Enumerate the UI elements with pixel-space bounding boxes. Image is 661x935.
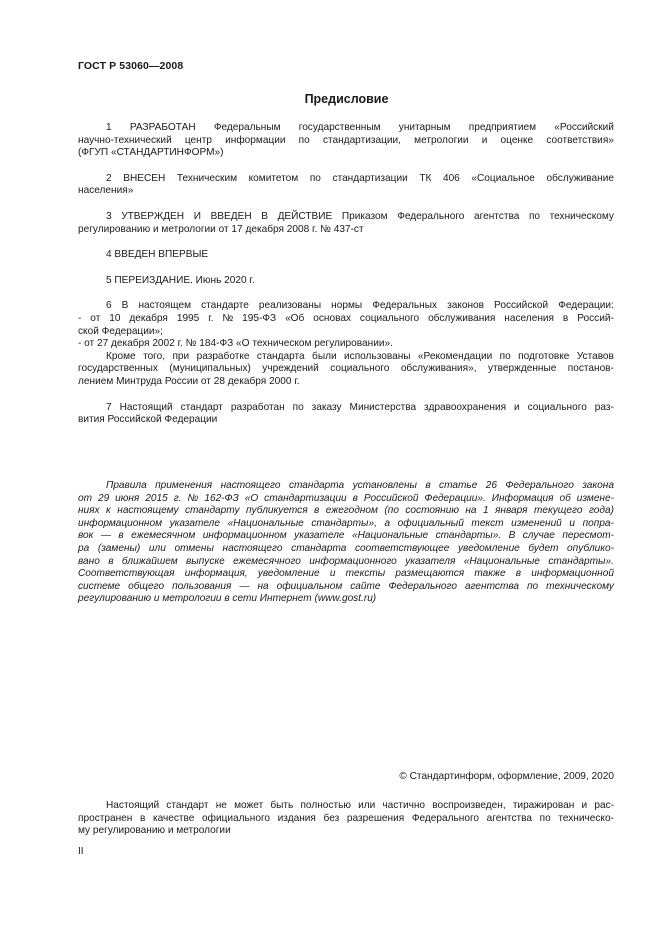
word: стандартизации, — [322, 134, 401, 146]
word: ежегодном — [325, 505, 378, 517]
word: ра — [78, 542, 90, 554]
word: может — [234, 800, 264, 811]
notice-line — [78, 493, 614, 506]
word: или — [358, 800, 376, 811]
word: закона — [582, 480, 614, 491]
notice-line — [78, 556, 614, 569]
word: (муниципальных) — [169, 363, 251, 375]
word: ВНЕСЕН — [123, 172, 166, 184]
text-line — [78, 135, 614, 148]
word: 26 — [485, 480, 497, 491]
word: стандарту — [184, 505, 240, 517]
text-line — [78, 173, 614, 186]
word: без — [323, 812, 340, 824]
text-line: лением Минтруда России от 28 декабря 2000 г. — [78, 375, 300, 387]
reproduction-rights-notice — [78, 800, 614, 838]
text-line — [78, 351, 614, 364]
word: обслуживание — [546, 172, 614, 184]
word: на — [257, 580, 269, 592]
word: пользования — [172, 580, 232, 592]
word: «О — [244, 492, 259, 504]
word: в — [108, 555, 114, 567]
notice-line — [78, 581, 614, 594]
word: № — [222, 312, 234, 324]
word: агентства — [464, 580, 520, 592]
text-line: населения» — [78, 185, 134, 197]
word: Настоящий — [119, 401, 173, 413]
word: ежемесячном — [131, 530, 196, 542]
word: Министерства — [349, 401, 417, 413]
word: в — [562, 312, 569, 324]
paragraph-commissioned — [78, 402, 614, 427]
word: от — [78, 492, 93, 504]
paragraph-first-introduced — [78, 249, 614, 262]
word: тиражирован — [512, 800, 575, 811]
word: указателе — [169, 517, 220, 529]
word: стандарта — [288, 480, 345, 491]
word: 1995 — [176, 312, 200, 324]
word: ТК — [419, 172, 432, 184]
word: на — [465, 505, 477, 517]
word: В — [508, 530, 516, 542]
notice-line — [78, 543, 614, 556]
word: в — [314, 505, 320, 517]
word: Федеральных — [372, 300, 438, 312]
word: государственным — [298, 122, 381, 133]
paragraph-reissue — [78, 275, 614, 288]
text-line: ской Федерации»; — [78, 325, 163, 337]
word: стандартизации — [264, 492, 347, 504]
paragraph-introduced — [78, 173, 614, 198]
word: унитарным — [398, 122, 451, 133]
word: подготовке — [518, 350, 570, 362]
word: стандарт — [180, 401, 223, 413]
word: соответствия» — [546, 134, 614, 146]
word: «Социальное — [471, 172, 535, 184]
paragraph-federal-laws — [78, 300, 614, 388]
word: статье — [439, 480, 478, 491]
word: об — [559, 492, 571, 504]
word: воспроизведен, — [432, 800, 506, 811]
word: настоящему — [117, 505, 179, 517]
rights-line — [78, 800, 614, 813]
word: Федерального — [505, 480, 574, 491]
word: соответствующее — [355, 542, 450, 554]
word: по — [309, 172, 321, 184]
word: комитетом — [248, 172, 299, 184]
word: не — [215, 800, 227, 811]
word: указателя — [405, 555, 456, 567]
word: стандартизации — [332, 172, 408, 184]
word: 195-ФЗ — [242, 312, 277, 324]
word: официальный — [397, 517, 464, 529]
word: к — [106, 505, 111, 517]
word: ниях — [78, 505, 100, 517]
word: размещаются — [395, 568, 465, 580]
word: рас- — [594, 800, 614, 811]
word: качестве — [152, 812, 195, 824]
word: Уставов — [576, 350, 614, 362]
word: информационном — [78, 517, 163, 529]
notice-line — [78, 568, 614, 581]
word: техническому — [549, 210, 614, 222]
word: отмены — [174, 542, 214, 554]
word: настоящего — [222, 542, 283, 554]
word: Федерального — [397, 210, 465, 222]
rights-line — [78, 813, 614, 826]
word: информационного — [309, 555, 397, 567]
word: предприятием — [468, 122, 537, 133]
word: г. — [208, 312, 214, 324]
word: — — [100, 530, 111, 542]
word: общего — [128, 580, 165, 592]
word: Федерального — [388, 580, 457, 592]
word: декабря — [129, 312, 168, 324]
word: уведомление — [257, 568, 320, 580]
word: использованы — [344, 350, 411, 362]
text-line: регулированию и метрологии от 17 декабря 2008 г. № 437-ст — [78, 223, 364, 235]
word: техническому — [546, 580, 614, 592]
word: тексты — [345, 568, 386, 580]
notice-line — [78, 518, 614, 531]
word: стандарт — [166, 800, 209, 811]
word: а — [384, 517, 391, 529]
application-rules-notice — [78, 480, 614, 606]
word: г. — [173, 492, 182, 504]
word: применения — [155, 480, 213, 491]
word: системе — [78, 580, 121, 592]
word: «Российский — [554, 122, 614, 133]
word: информационной — [531, 568, 614, 580]
word: состоянию — [405, 505, 459, 517]
text-line: - от 27 декабря 2002 г. № 184-ФЗ «О техническом регулировании». — [78, 338, 393, 350]
copyright-notice: © Стандартинформ, оформление, 2009, 2020 — [399, 771, 614, 782]
word: Федерации». — [424, 492, 486, 504]
word: законов — [447, 300, 484, 312]
word: Россий- — [577, 312, 614, 324]
word: настоящего — [220, 480, 281, 491]
word: пространен — [78, 812, 133, 824]
text-line — [78, 122, 614, 135]
word: 6 — [106, 300, 112, 312]
word: в — [118, 530, 124, 542]
word: того, — [143, 350, 166, 362]
word: официальном — [276, 580, 343, 592]
word: социального — [359, 312, 420, 324]
word: стандарты». — [548, 555, 614, 567]
word: измене- — [576, 492, 614, 504]
word: разработке — [196, 350, 250, 362]
word: будет — [528, 542, 559, 554]
word: (замены) — [97, 542, 141, 554]
word: Соответствующая — [78, 568, 175, 580]
word: здравоохранения — [424, 401, 507, 413]
word: - — [78, 312, 82, 324]
standard-code: ГОСТ Р 53060—2008 — [78, 60, 184, 72]
word: В — [261, 210, 268, 222]
word: «Об — [285, 312, 305, 324]
word: Техническим — [176, 172, 238, 184]
word: указателе — [294, 530, 345, 542]
word: «Национальные — [463, 555, 540, 567]
text-line — [78, 402, 614, 415]
word: 406 — [442, 172, 460, 184]
word: обслуживания», — [400, 363, 477, 375]
word: государственных — [78, 363, 158, 375]
foreword-body — [78, 122, 614, 427]
word: по — [526, 580, 539, 592]
text-line — [78, 300, 614, 313]
word: нормы — [331, 300, 363, 312]
word: ежемесячного — [233, 555, 301, 567]
word: в — [139, 812, 146, 824]
word: «Рекомендации — [417, 350, 493, 362]
word: выпуске — [186, 555, 225, 567]
text-line — [78, 363, 614, 376]
word: «Национальные — [351, 530, 429, 542]
word: настоящем — [138, 300, 192, 312]
word: № — [187, 492, 199, 504]
word: 162-ФЗ — [204, 492, 239, 504]
notice-line — [78, 530, 614, 543]
word: издания — [277, 812, 316, 824]
word: и — [481, 134, 488, 146]
word: текущего — [533, 505, 583, 517]
word: 7 — [106, 401, 112, 413]
word: года) — [588, 505, 614, 517]
text-line: вития Российской Федерации — [78, 414, 218, 426]
word: вок — [78, 530, 94, 542]
word: Федерации: — [558, 300, 614, 312]
word: Приказом — [341, 210, 388, 222]
word: уведомление — [458, 542, 520, 554]
word: 10 — [109, 312, 121, 324]
page-title: Предисловие — [304, 92, 389, 106]
word: официального — [202, 812, 271, 824]
word: РАЗРАБОТАН — [129, 122, 196, 133]
paragraph-approved — [78, 211, 614, 236]
word: в — [515, 568, 522, 580]
word: от — [90, 312, 101, 324]
word: разработан — [230, 401, 285, 413]
word: по — [528, 210, 541, 222]
word: (по — [384, 505, 399, 517]
word: по — [499, 350, 511, 362]
word: по — [298, 134, 310, 146]
word: — — [239, 580, 250, 592]
word: стандарты». — [435, 530, 502, 542]
text-line: 4 ВВЕДЕН ВПЕРВЫЕ — [106, 249, 209, 261]
word: в — [352, 492, 358, 504]
word: постанов- — [567, 363, 614, 375]
word: ближайшем — [121, 555, 178, 567]
word: утвержденные — [487, 363, 557, 375]
word: Информация — [491, 492, 554, 504]
word: метрологии — [414, 134, 469, 146]
text-line: (ФГУП «СТАНДАРТИНФОРМ») — [78, 147, 224, 159]
notice-line — [78, 505, 614, 518]
word: частично — [382, 800, 426, 811]
word: были — [312, 350, 337, 362]
notice-line: регулированию и метрологии в сети Интернет (www.gost.ru) — [78, 593, 377, 605]
text-line — [78, 211, 614, 224]
word: раз- — [594, 401, 614, 413]
word: учреждений — [262, 363, 319, 375]
word: стандарта — [291, 542, 347, 554]
word: В — [121, 300, 129, 312]
word: стандарты», — [311, 517, 377, 529]
word: информационном — [202, 530, 287, 542]
word: Федерального — [411, 812, 480, 824]
word: изменений — [511, 517, 562, 529]
word: Федеральным — [213, 122, 281, 133]
word: разрешения — [346, 812, 405, 824]
word: вано — [78, 555, 100, 567]
word: 1 — [482, 505, 489, 517]
word: в — [425, 480, 431, 491]
word: агентства — [474, 210, 520, 222]
word: также — [474, 568, 506, 580]
word: заказу — [311, 401, 342, 413]
word: и — [569, 517, 576, 529]
word: стандарте — [201, 300, 249, 312]
word: текст — [471, 517, 504, 529]
word: случае — [522, 530, 555, 542]
word: по — [539, 812, 551, 824]
word: сайте — [350, 580, 381, 592]
word: Кроме — [106, 350, 136, 362]
word: 2 — [106, 172, 112, 184]
word: населения — [504, 312, 554, 324]
word: 2015 — [145, 492, 168, 504]
word: научно-технический — [78, 134, 172, 146]
word: января — [495, 505, 528, 517]
word: или — [148, 542, 166, 554]
text-line: 5 ПЕРЕИЗДАНИЕ. Июнь 2020 г. — [106, 274, 255, 286]
word: Настоящий — [106, 800, 160, 811]
word: обслуживания — [428, 312, 496, 324]
word: оценке — [500, 134, 534, 146]
paragraph-developed — [78, 122, 614, 160]
word: полностью — [300, 800, 351, 811]
word: по — [292, 401, 304, 413]
word: 29 — [97, 492, 110, 504]
word: установлены — [352, 480, 417, 491]
word: социального — [330, 363, 390, 375]
word: стандарта — [256, 350, 305, 362]
word: И — [193, 210, 201, 222]
word: Правила — [106, 480, 147, 491]
word: публикуется — [245, 505, 308, 517]
word: ДЕЙСТВИЕ — [277, 210, 333, 222]
word: реализованы — [258, 300, 322, 312]
word: пересмот- — [562, 530, 614, 542]
word: и — [581, 800, 588, 811]
word: УТВЕРЖДЕН — [121, 210, 185, 222]
notice-line — [78, 480, 614, 493]
text-line — [78, 313, 614, 326]
word: попра- — [582, 517, 614, 529]
rights-line: му регулированию и метрологии — [78, 825, 231, 837]
word: Российской — [363, 492, 419, 504]
word: информация, — [184, 568, 248, 580]
word: при — [172, 350, 190, 362]
word: основах — [313, 312, 351, 324]
word: июня — [115, 492, 140, 504]
word: техническо- — [558, 812, 614, 824]
word: агентства — [486, 812, 532, 824]
word: и — [514, 401, 520, 413]
word: ВВЕДЕН — [210, 210, 252, 222]
word: Российской — [494, 300, 549, 312]
word: 1 — [106, 122, 112, 133]
word: опублико- — [567, 542, 614, 554]
word: социального — [527, 401, 587, 413]
word: центр — [184, 134, 212, 146]
word: информации — [225, 134, 286, 146]
word: 3 — [106, 210, 112, 222]
word: быть — [270, 800, 294, 811]
page-number: II — [78, 846, 84, 857]
word: и — [329, 568, 336, 580]
word: «Национальные — [227, 517, 304, 529]
